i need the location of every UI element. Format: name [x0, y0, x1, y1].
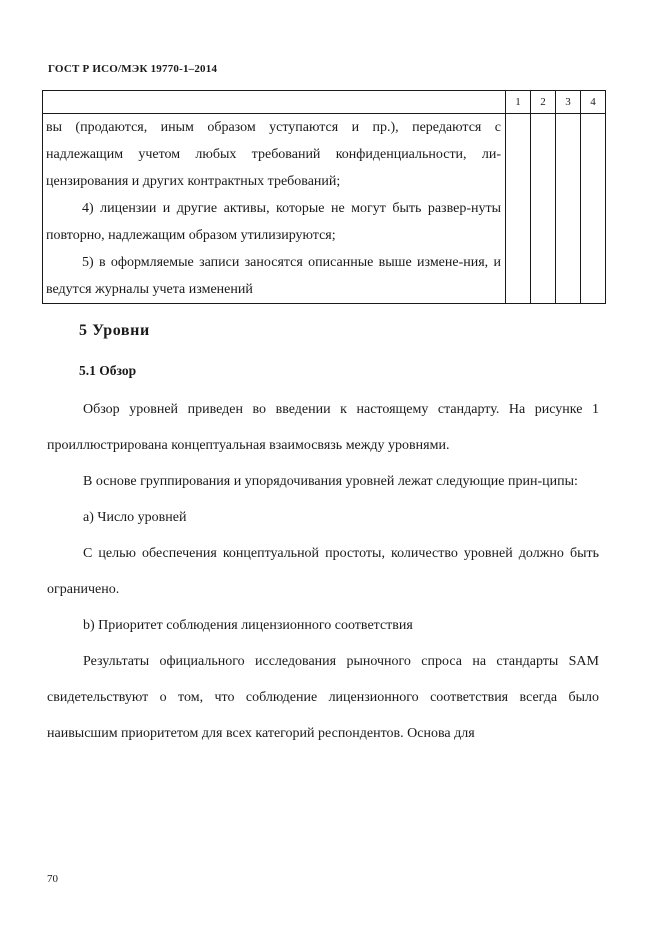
table-paragraph: вы (продаются, иным образом уступаются и пр.), передаются с надлежащим учетом любых требований конфиденциальности, ли-цензирования и других контрактных требований; [46, 120, 501, 189]
column-header-4: 4 [581, 91, 606, 114]
table-header-row [43, 91, 606, 114]
column-header-1: 1 [506, 91, 531, 114]
list-item-heading: b) Приоритет соблюдения лицензионного соответствия [83, 618, 413, 633]
requirements-table [42, 90, 606, 304]
table-row [43, 114, 606, 304]
table-paragraph: 4) лицензии и другие активы, которые не могут быть развер-нуты повторно, надлежащим образом утилизируются; [46, 201, 501, 243]
column-header-2: 2 [531, 91, 556, 114]
subsection-title: 5.1 Обзор [79, 363, 137, 378]
body-text [47, 392, 599, 752]
body-paragraph: В основе группирования и упорядочивания уровней лежат следующие прин-ципы: [83, 474, 578, 489]
body-paragraph: Результаты официального исследования рыночного спроса на стандарты SAM свидетельствуют о том, что соблюдение лицензионного соответствия всегда было наивысшим приоритетом для всех категорий респондентов. Основа для [47, 654, 599, 741]
column-4-cell [581, 114, 606, 304]
column-header-3: 3 [556, 91, 581, 114]
column-3-cell [556, 114, 581, 304]
requirements-text-cell [43, 114, 506, 304]
table-header-text-cell [43, 91, 506, 114]
column-1-cell [506, 114, 531, 304]
column-2-cell [531, 114, 556, 304]
document-header: ГОСТ Р ИСО/МЭК 19770-1–2014 [48, 63, 218, 75]
page-number: 70 [47, 873, 58, 885]
body-paragraph: Обзор уровней приведен во введении к настоящему стандарту. На рисунке 1 проиллюстрирована концептуальная взаимосвязь между уровнями. [47, 402, 599, 453]
table-paragraph: 5) в оформляемые записи заносятся описанные выше измене-ния, и ведутся журналы учета изменений [46, 255, 501, 297]
body-paragraph: С целью обеспечения концептуальной простоты, количество уровней должно быть ограничено. [47, 546, 599, 597]
section-title: 5 Уровни [79, 322, 150, 339]
list-item-heading: а) Число уровней [83, 510, 187, 525]
